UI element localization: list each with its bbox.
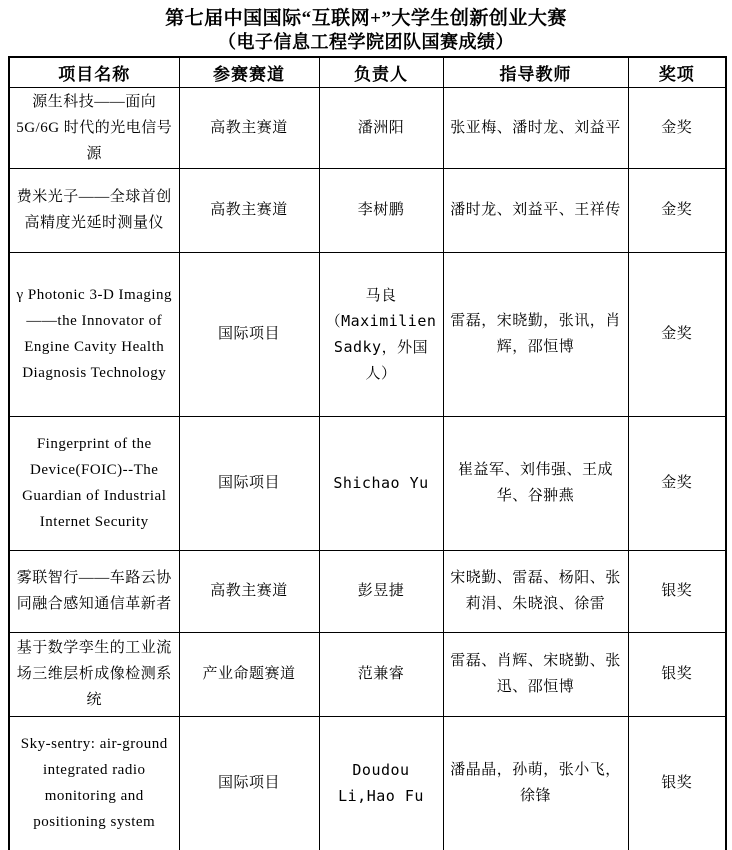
project-name-cell: 费米光子——全球首创高精度光延时测量仪 bbox=[9, 168, 179, 252]
table-row bbox=[9, 87, 726, 168]
leader-cell: 马良（Maximilien Sadky，外国人） bbox=[319, 252, 443, 416]
table-row bbox=[9, 168, 726, 252]
advisors-cell: 宋晓勤、雷磊、杨阳、张莉涓、朱晓浪、徐雷 bbox=[443, 550, 628, 632]
track-cell: 国际项目 bbox=[179, 416, 319, 550]
project-name-cell: 源生科技——面向 5G/6G 时代的光电信号源 bbox=[9, 87, 179, 168]
leader-cell: 李树鹏 bbox=[319, 168, 443, 252]
track-cell: 高教主赛道 bbox=[179, 550, 319, 632]
track-cell: 高教主赛道 bbox=[179, 87, 319, 168]
advisors-cell: 雷磊，宋晓勤，张讯，肖辉，邵恒博 bbox=[443, 252, 628, 416]
award-cell: 金奖 bbox=[628, 168, 726, 252]
project-name-cell: Fingerprint of the Device(FOIC)--The Guardian of Industrial Internet Security bbox=[9, 416, 179, 550]
leader-cell: 彭昱捷 bbox=[319, 550, 443, 632]
project-name-cell: 雾联智行——车路云协同融合感知通信革新者 bbox=[9, 550, 179, 632]
header-advisors: 指导教师 bbox=[443, 57, 628, 87]
award-cell: 银奖 bbox=[628, 716, 726, 850]
track-cell: 产业命题赛道 bbox=[179, 632, 319, 716]
document-subtitle: （电子信息工程学院团队国赛成绩） bbox=[218, 32, 514, 52]
leader-cell: Shichao Yu bbox=[319, 416, 443, 550]
project-name-cell: Sky-sentry: air-ground integrated radio monitoring and positioning system bbox=[9, 716, 179, 850]
header-leader: 负责人 bbox=[319, 57, 443, 87]
header-project-name: 项目名称 bbox=[9, 57, 179, 87]
project-name-cell: γ Photonic 3-D Imaging——the Innovator of Engine Cavity Health Diagnosis Technology bbox=[9, 252, 179, 416]
table-header-row bbox=[9, 57, 726, 87]
advisors-cell: 张亚梅、潘时龙、刘益平 bbox=[443, 87, 628, 168]
track-cell: 国际项目 bbox=[179, 252, 319, 416]
results-table bbox=[8, 56, 727, 850]
leader-cell: Doudou Li,Hao Fu bbox=[319, 716, 443, 850]
award-cell: 金奖 bbox=[628, 252, 726, 416]
document-title: 第七届中国国际“互联网+”大学生创新创业大赛 bbox=[165, 8, 567, 29]
project-name-cell: 基于数学孪生的工业流场三维层析成像检测系统 bbox=[9, 632, 179, 716]
advisors-cell: 崔益军、刘伟强、王成华、谷翀燕 bbox=[443, 416, 628, 550]
header-award: 奖项 bbox=[628, 57, 726, 87]
table-row bbox=[9, 550, 726, 632]
leader-cell: 范兼睿 bbox=[319, 632, 443, 716]
header-track: 参赛赛道 bbox=[179, 57, 319, 87]
advisors-cell: 潘时龙、刘益平、王祥传 bbox=[443, 168, 628, 252]
table-row bbox=[9, 416, 726, 550]
award-cell: 银奖 bbox=[628, 632, 726, 716]
award-cell: 金奖 bbox=[628, 416, 726, 550]
award-cell: 银奖 bbox=[628, 550, 726, 632]
track-cell: 国际项目 bbox=[179, 716, 319, 850]
advisors-cell: 雷磊、肖辉、宋晓勤、张迅、邵恒博 bbox=[443, 632, 628, 716]
table-row bbox=[9, 252, 726, 416]
track-cell: 高教主赛道 bbox=[179, 168, 319, 252]
leader-cell: 潘洲阳 bbox=[319, 87, 443, 168]
advisors-cell: 潘晶晶，孙萌，张小飞，徐锋 bbox=[443, 716, 628, 850]
award-cell: 金奖 bbox=[628, 87, 726, 168]
table-row bbox=[9, 716, 726, 850]
table-row bbox=[9, 632, 726, 716]
